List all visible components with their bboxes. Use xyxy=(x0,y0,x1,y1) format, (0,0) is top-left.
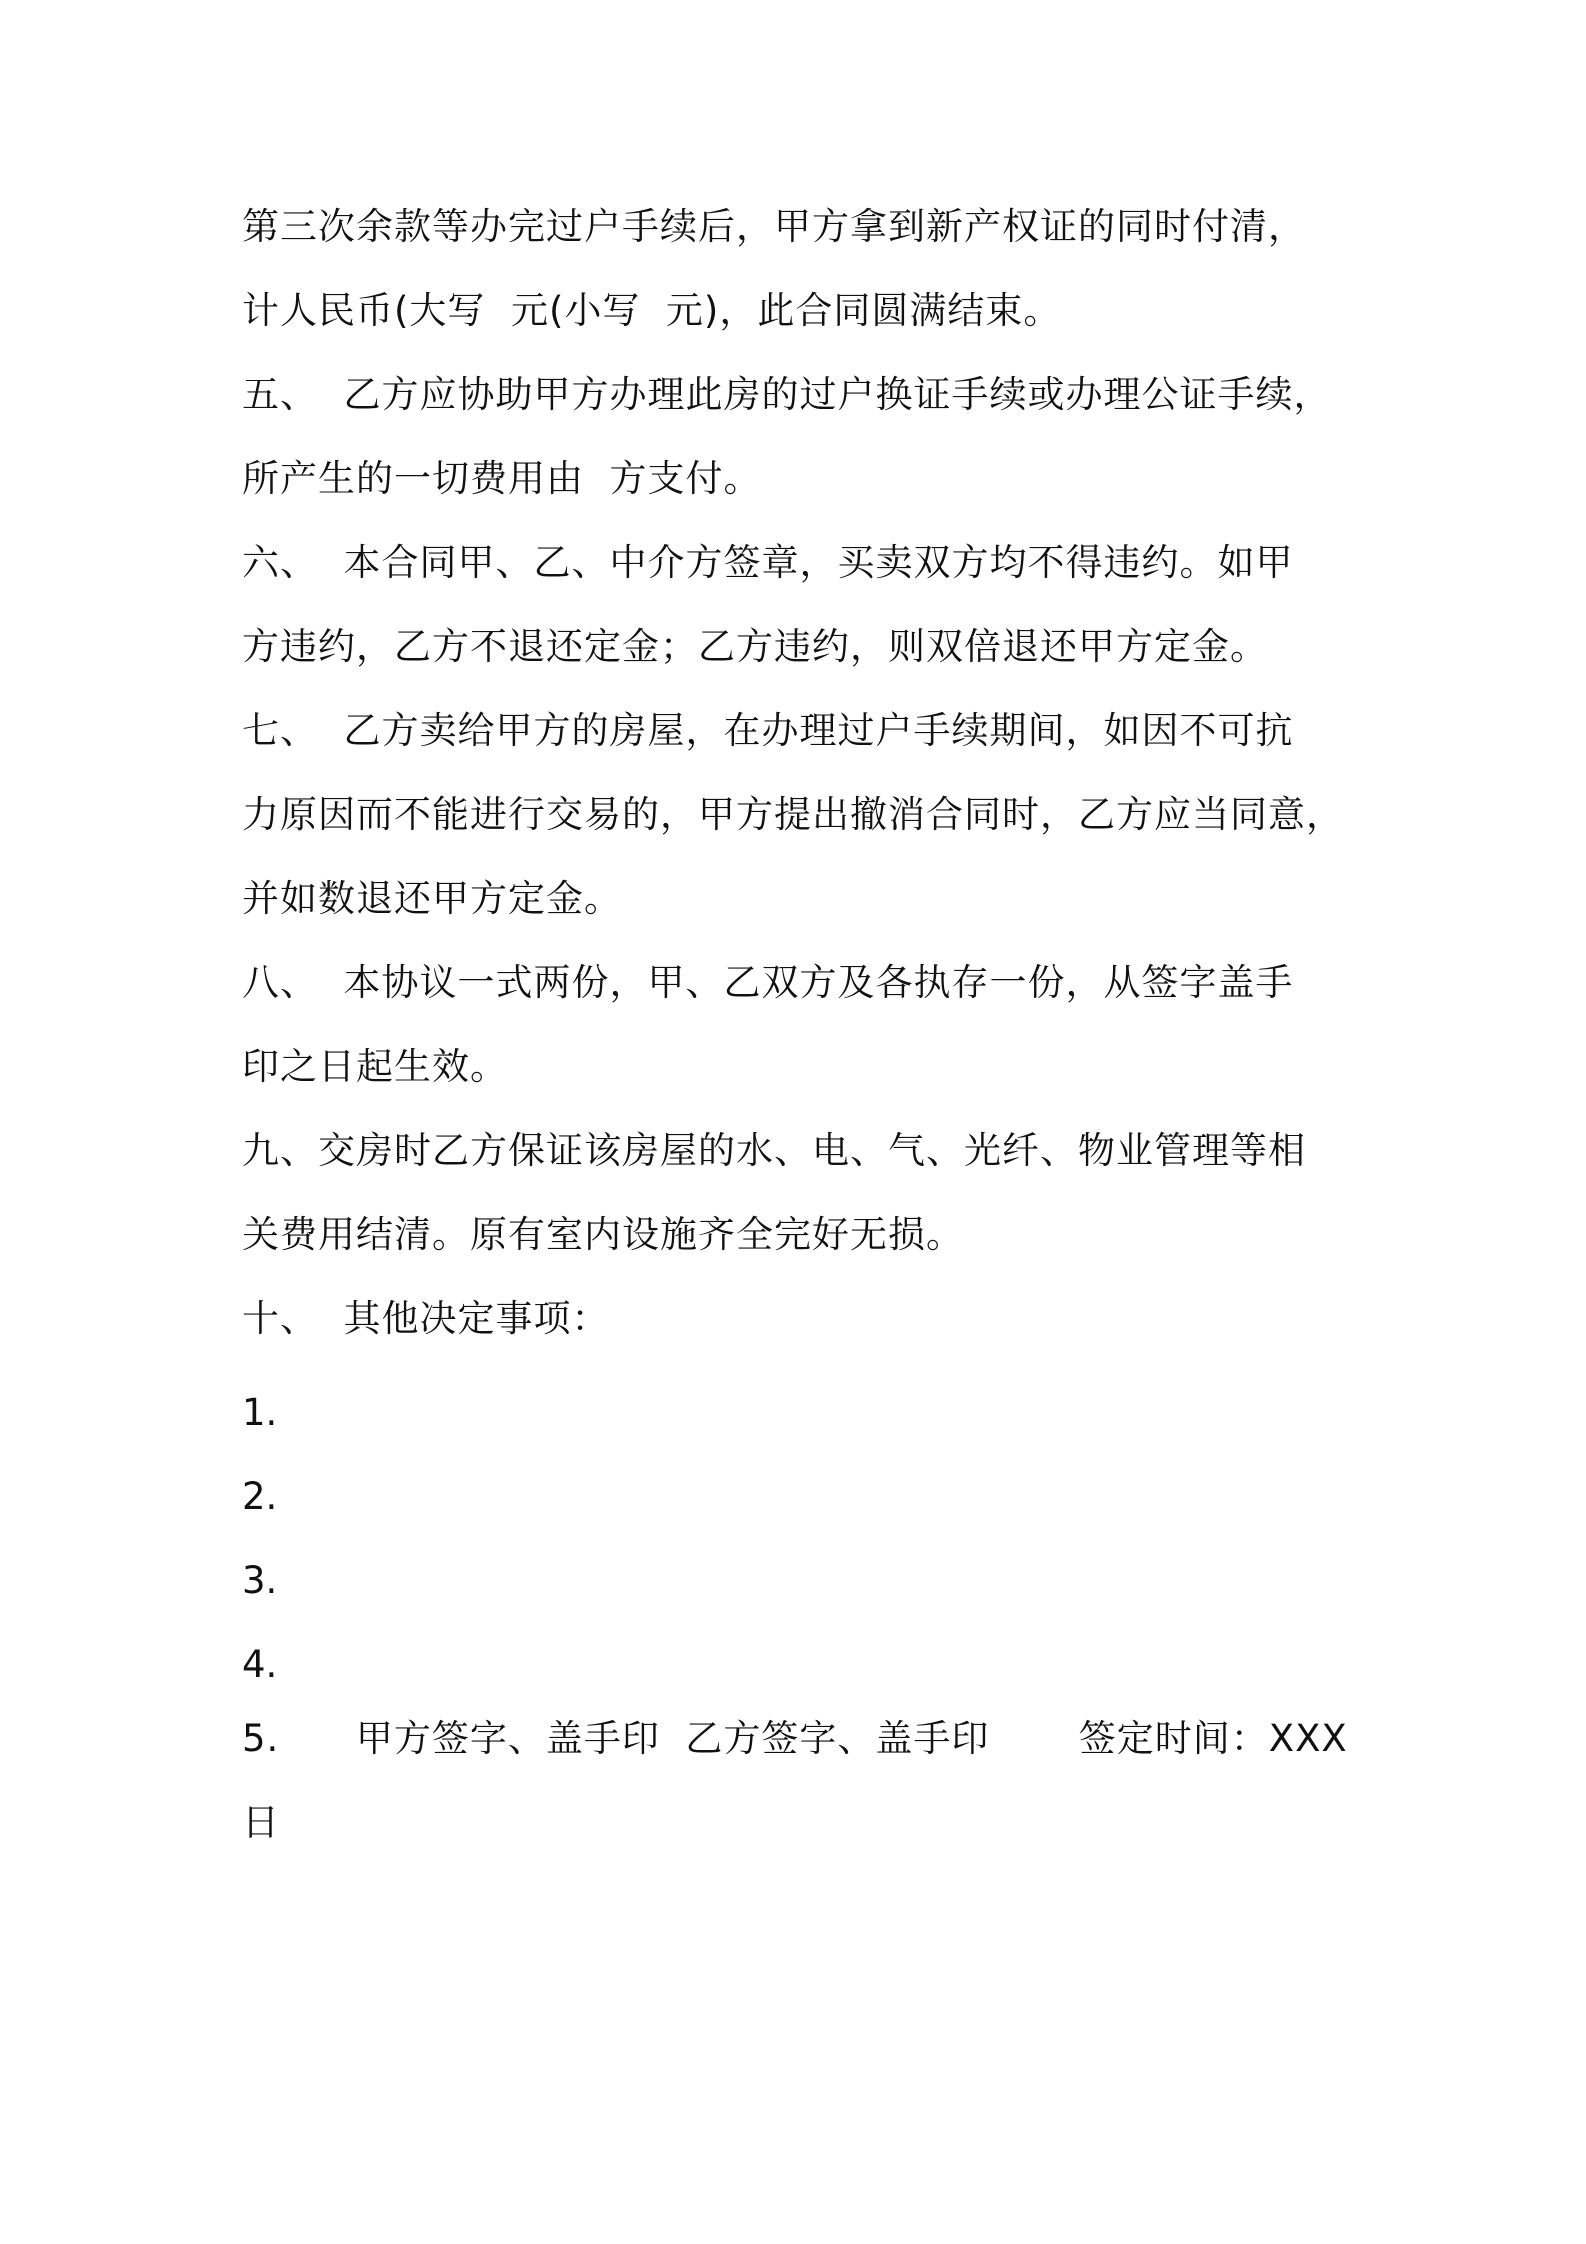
signature-date-suffix: 日 xyxy=(242,1801,280,1844)
list-item-2: 2. xyxy=(242,1475,278,1518)
clause-6-line-1: 六、 本合同甲、乙、中介方签章，买卖双方均不得违约。如甲 xyxy=(242,541,1294,584)
clause-8-line-1: 八、 本协议一式两份，甲、乙双方及各执存一份，从签字盖手 xyxy=(242,961,1294,1004)
clause-5-line-1: 五、 乙方应协助甲方办理此房的过户换证手续或办理公证手续， xyxy=(242,373,1332,416)
list-item-5-signatures: 5. 甲方签字、盖手印 乙方签字、盖手印 签定时间：XXX xyxy=(242,1717,1348,1760)
paragraph-line-2: 计人民币(大写 元(小写 元)，此合同圆满结束。 xyxy=(242,289,1062,332)
paragraph-line-1: 第三次余款等办完过户手续后，甲方拿到新产权证的同时付清， xyxy=(242,205,1306,248)
list-item-3: 3. xyxy=(242,1559,278,1602)
list-item-4: 4. xyxy=(242,1643,278,1686)
clause-8-line-2: 印之日起生效。 xyxy=(242,1045,508,1088)
list-item-1: 1. xyxy=(242,1391,278,1434)
clause-5-line-2: 所产生的一切费用由 方支付。 xyxy=(242,457,762,500)
clause-7-line-1: 七、 乙方卖给甲方的房屋，在办理过户手续期间，如因不可抗 xyxy=(242,709,1294,752)
clause-10-heading: 十、 其他决定事项： xyxy=(242,1297,610,1340)
clause-9-line-2: 关费用结清。原有室内设施齐全完好无损。 xyxy=(242,1213,964,1256)
clause-6-line-2: 方违约，乙方不退还定金；乙方违约，则双倍退还甲方定金。 xyxy=(242,625,1268,668)
clause-9-line-1: 九、交房时乙方保证该房屋的水、电、气、光纤、物业管理等相 xyxy=(242,1129,1306,1172)
clause-7-line-3: 并如数退还甲方定金。 xyxy=(242,877,622,920)
clause-7-line-2: 力原因而不能进行交易的，甲方提出撤消合同时，乙方应当同意， xyxy=(242,793,1344,836)
